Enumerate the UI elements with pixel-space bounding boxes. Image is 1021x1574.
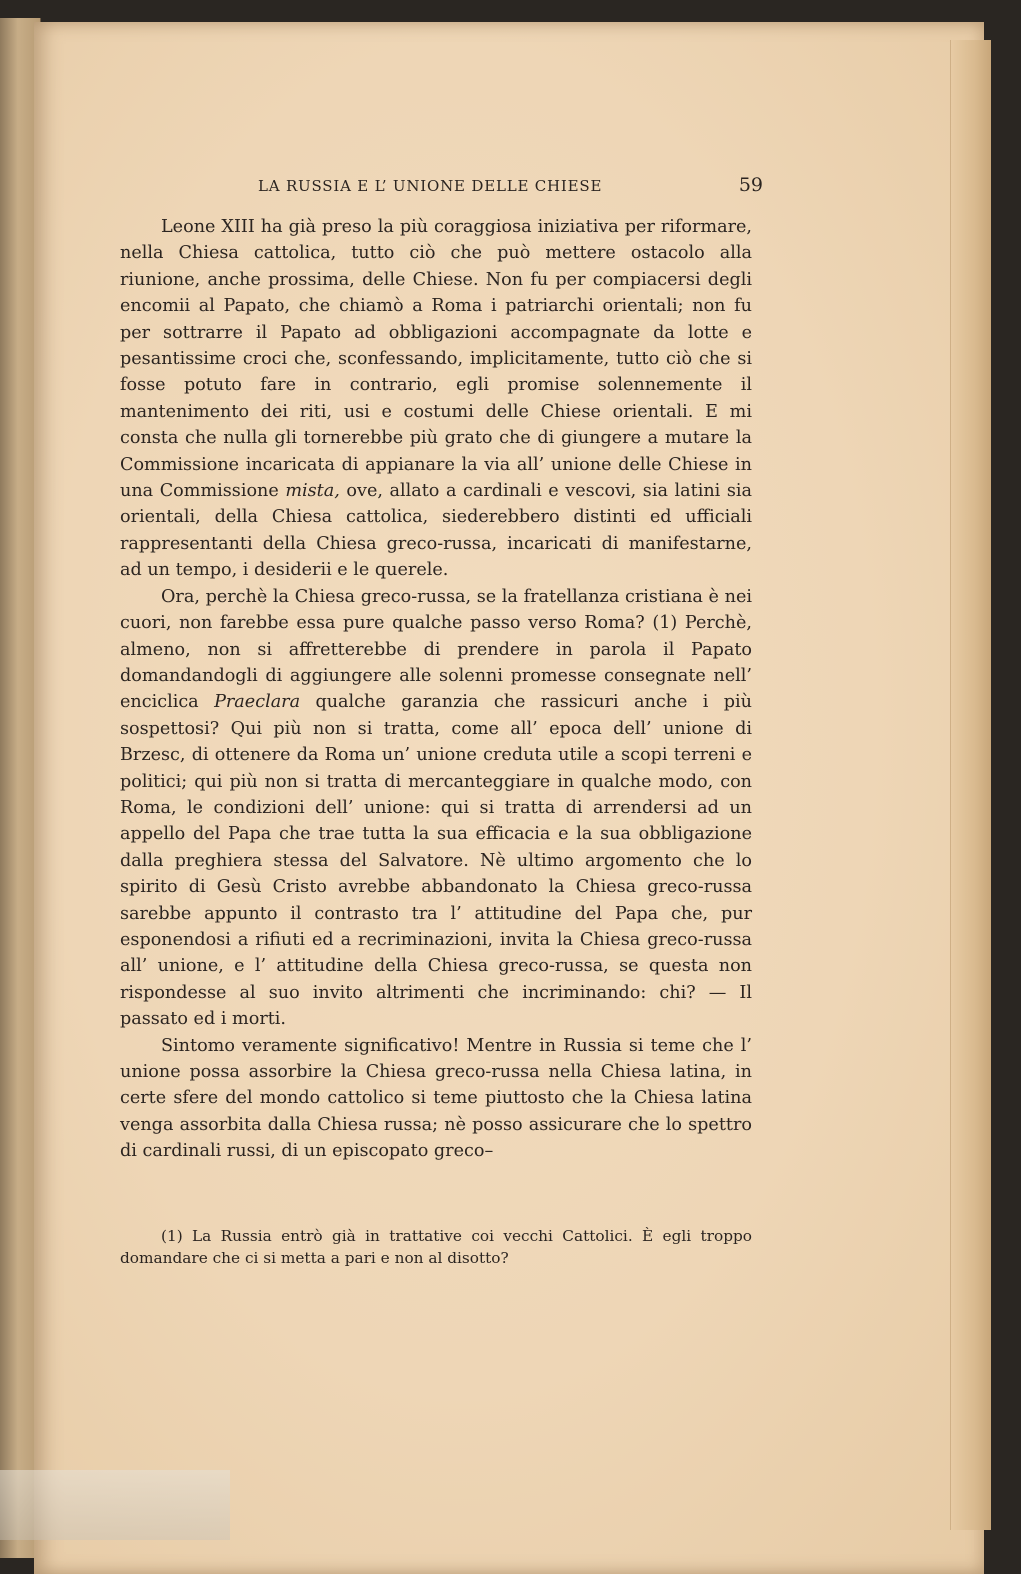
- paragraph-1-text-end: ove, allato a cardinali e vescovi, sia latini sia orientali, della Chiesa cattolica, siederebbero distinti ed ufficiali rappresentanti della Chiesa greco-russa, incaricati di manifestarne, ad un tempo, i desiderii e le querele.: [120, 481, 752, 581]
- paragraph-2-text: Ora, perchè la Chiesa greco-russa, se la fratellanza cristiana è nei cuori, non farebbe essa pure qualche passo verso Roma? (1) Perchè, almeno, non si affretterebbe di prendere in parola il Papato domandandogli di aggiungere alle solenni promesse consegnate nell’ enciclica: [120, 586, 752, 713]
- page-stack-edge: [950, 40, 991, 1530]
- body-text: [120, 214, 752, 1165]
- italic-mista: mista,: [285, 481, 340, 502]
- paragraph-1-text: Leone XIII ha già preso la più coraggiosa iniziativa per riformare, nella Chiesa cattolica, tutto ciò che può mettere ostacolo alla riunione, anche prossima, delle Chiese. Non fu per compiacersi degli encomii al Papato, che chiamò a Roma i patriarchi orientali; non fu per sottrarre il Papato ad obbligazioni accompagnate da lotte e pesantissime croci che, sconfessando, implicitamente, tutto ciò che si fosse potuto fare in contrario, egli promise solennemente il mantenimento dei riti, usi e costumi delle Chiese orientali. E mi consta che nulla gli tornerebbe più grato che di giungere a mutare la Commissione incaricata di appianare la via all’ unione delle Chiese in una Commissione: [120, 217, 752, 502]
- tape-strip: [0, 1470, 230, 1540]
- paragraph-1: [120, 214, 752, 584]
- footnote: [120, 1225, 752, 1269]
- paragraph-2-text-end: qualche garanzia che rassicuri anche i più sospettosi? Qui più non si tratta, come all’ epoca dell’ unione di Brzesc, di ottenere da Roma un’ unione creduta utile a scopi terreni e politici; qui più non si tratta di mercanteggiare in qualche modo, con Roma, le condizioni dell’ unione: qui si tratta di arrendersi ad un appello del Papa che trae tutta la sua efficacia e la sua obbligazione dalla preghiera stessa del Salvatore. Nè ultimo argomento che lo spirito di Gesù Cristo avrebbe abbandonato la Chiesa greco-russa sarebbe appunto il contrasto tra l’ attitudine del Papa che, pur esponendosi a rifiuti ed a recriminazioni, invita la Chiesa greco-russa all’ unione, e l’ attitudine della Chiesa greco-russa, se questa non rispondesse al suo invito altrimenti che incriminando: chi? — Il passato ed i morti.: [120, 692, 753, 1030]
- page-number: 59: [738, 174, 763, 196]
- page-header: [258, 174, 763, 198]
- italic-praeclara: Praeclara: [214, 692, 301, 713]
- footnote-text: (1) La Russia entrò già in trattative coi vecchi Cattolici. È egli troppo domandare che ci si metta a pari e non al disotto?: [120, 1227, 752, 1267]
- running-head: LA RUSSIA E L’ UNIONE DELLE CHIESE: [258, 177, 603, 195]
- paragraph-3: Sintomo veramente significativo! Mentre in Russia si teme che l’ unione possa assorbire la Chiesa greco-russa nella Chiesa latina, in certe sfere del mondo cattolico si teme piuttosto che la Chiesa latina venga assorbita dalla Chiesa russa; nè posso assicurare che lo spettro di cardinali russi, di un episcopato greco–: [120, 1035, 752, 1162]
- paragraph-2: [120, 584, 752, 1033]
